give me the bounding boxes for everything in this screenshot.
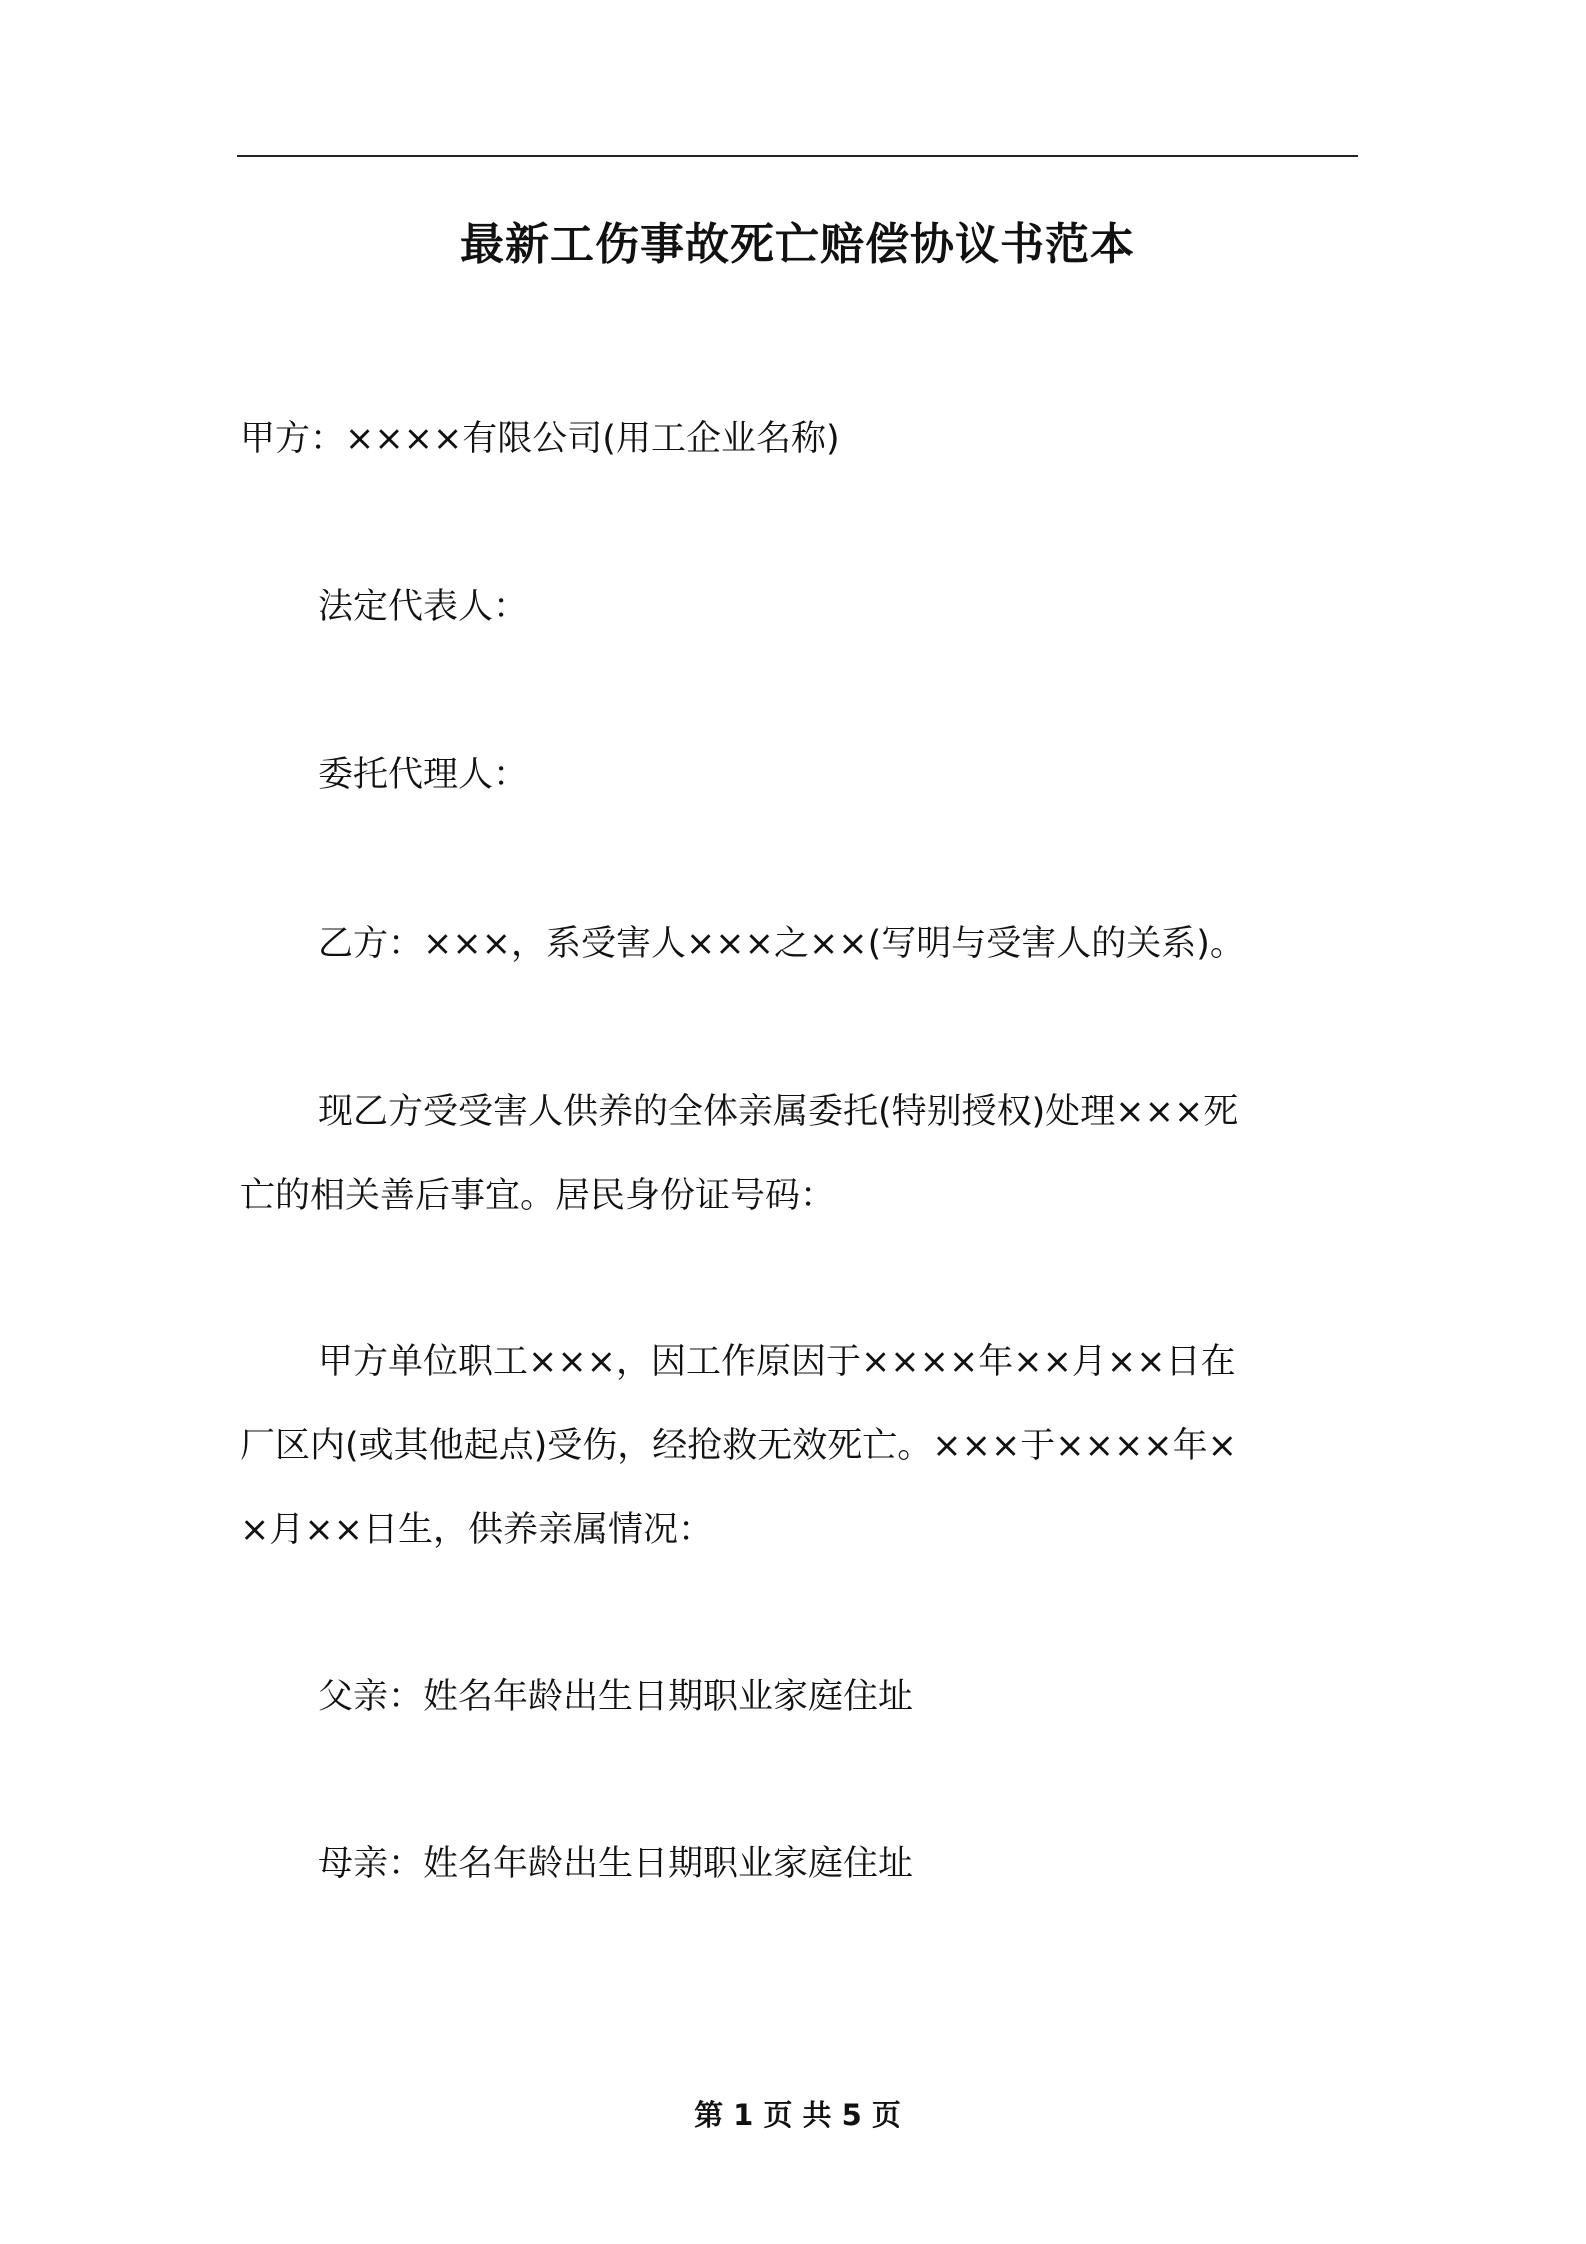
paragraph-entrustment: [240, 1070, 1360, 1238]
paragraph-line: ×月××日生，供养亲属情况：: [240, 1510, 713, 1550]
paragraph-agent: [240, 733, 1360, 817]
paragraph-incident: [240, 1320, 1360, 1572]
page-number-footer: 第 1 页 共 5 页: [694, 2098, 901, 2132]
paragraph-line: 母亲：姓名年龄出生日期职业家庭住址: [318, 1844, 914, 1884]
paragraph-line: 厂区内(或其他起点)受伤，经抢救无效死亡。×××于××××年×: [240, 1426, 1237, 1466]
paragraph-line: 甲方：××××有限公司(用工企业名称): [240, 419, 840, 459]
paragraph-line: 父亲：姓名年龄出生日期职业家庭住址: [318, 1677, 914, 1717]
header-rule: [237, 155, 1358, 157]
paragraph-line: 亡的相关善后事宜。居民身份证号码：: [240, 1176, 836, 1216]
paragraph-father: [240, 1655, 1360, 1739]
paragraph-legal-representative: [240, 565, 1360, 649]
paragraph-party-b: [240, 902, 1360, 986]
document-title: 最新工伤事故死亡赔偿协议书范本: [460, 219, 1135, 270]
paragraph-line: 甲方单位职工×××，因工作原因于××××年××月××日在: [318, 1342, 1236, 1382]
paragraph-line: 委托代理人：: [318, 755, 529, 795]
paragraph-line: 法定代表人：: [318, 587, 529, 627]
paragraph-mother: [240, 1822, 1360, 1906]
paragraph-line: 乙方：×××，系受害人×××之××(写明与受害人的关系)。: [318, 924, 1245, 964]
paragraph-party-a: [240, 397, 1360, 481]
paragraph-line: 现乙方受受害人供养的全体亲属委托(特别授权)处理×××死: [318, 1092, 1239, 1132]
